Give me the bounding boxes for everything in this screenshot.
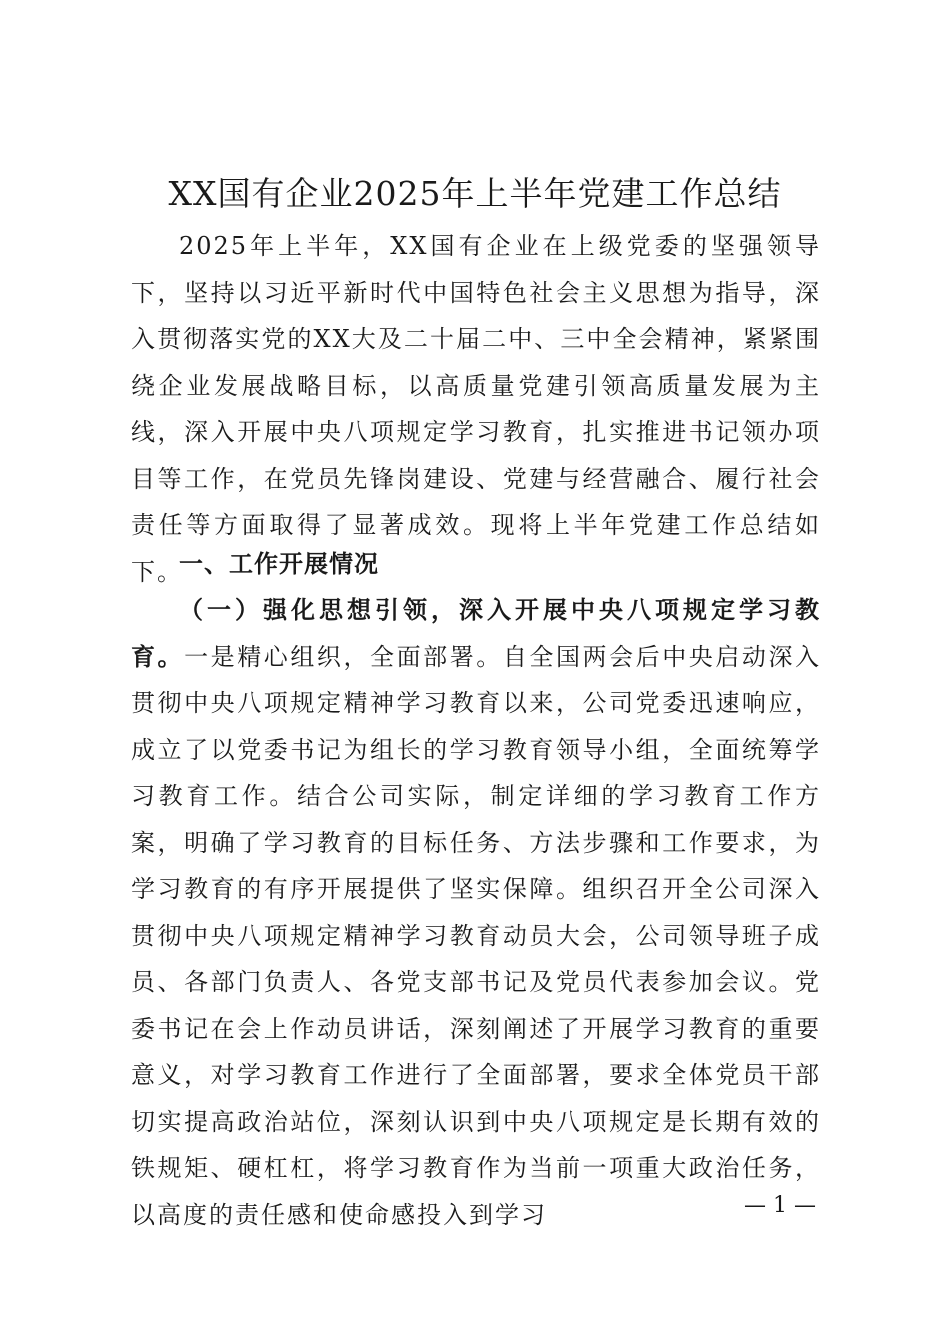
subsection-heading: （一）强化思想引领，深入开展中央八项规定学习教育。 — [131, 595, 821, 671]
page-number: — 1 — — [744, 1193, 816, 1218]
document-title: XX国有企业2025年上半年党建工作总结 — [168, 174, 782, 213]
section-heading: 一、工作开展情况 — [179, 550, 379, 578]
subsection-text: 一是精心组织，全面部署。自全国两会后中央启动深入贯彻中央八项规定精神学习教育以来，公司党委迅速响应，成立了以党委书记为组长的学习教育领导小组，全面统筹学习教育工作。结合公司实际，制定详细的学习教育工作方案，明确了学习教育的目标任务、方法步骤和工作要求，为学习教育的有序开展提供了坚实保障。组织召开全公司深入贯彻中央八项规定精神学习教育动员大会，公司领导班子成员、各部门负责人、各党支部书记及党员代表参加会议。党委书记在会上作动员讲话，深刻阐述了开展学习教育的重要意义，对学习教育工作进行了全面部署，要求全体党员干部切实提高政治站位，深刻认识到中央八项规定是长期有效的铁规矩、硬杠杠，将学习教育作为当前一项重大政治任务，以高度的责任感和使命感投入到学习 — [131, 642, 822, 1229]
section-paragraph — [131, 587, 821, 1238]
intro-paragraph: 2025年上半年，XX国有企业在上级党委的坚强领导下，坚持以习近平新时代中国特色社会主义思想为指导，深入贯彻落实党的XX大及二十届二中、三中全会精神，紧紧围绕企业发展战略目标，以高质量党建引领高质量发展为主线，深入开展中央八项规定学习教育，扎实推进书记领办项目等工作，在党员先锋岗建设、党建与经营融合、履行社会责任等方面取得了显著成效。现将上半年党建工作总结如下。 — [131, 232, 821, 586]
